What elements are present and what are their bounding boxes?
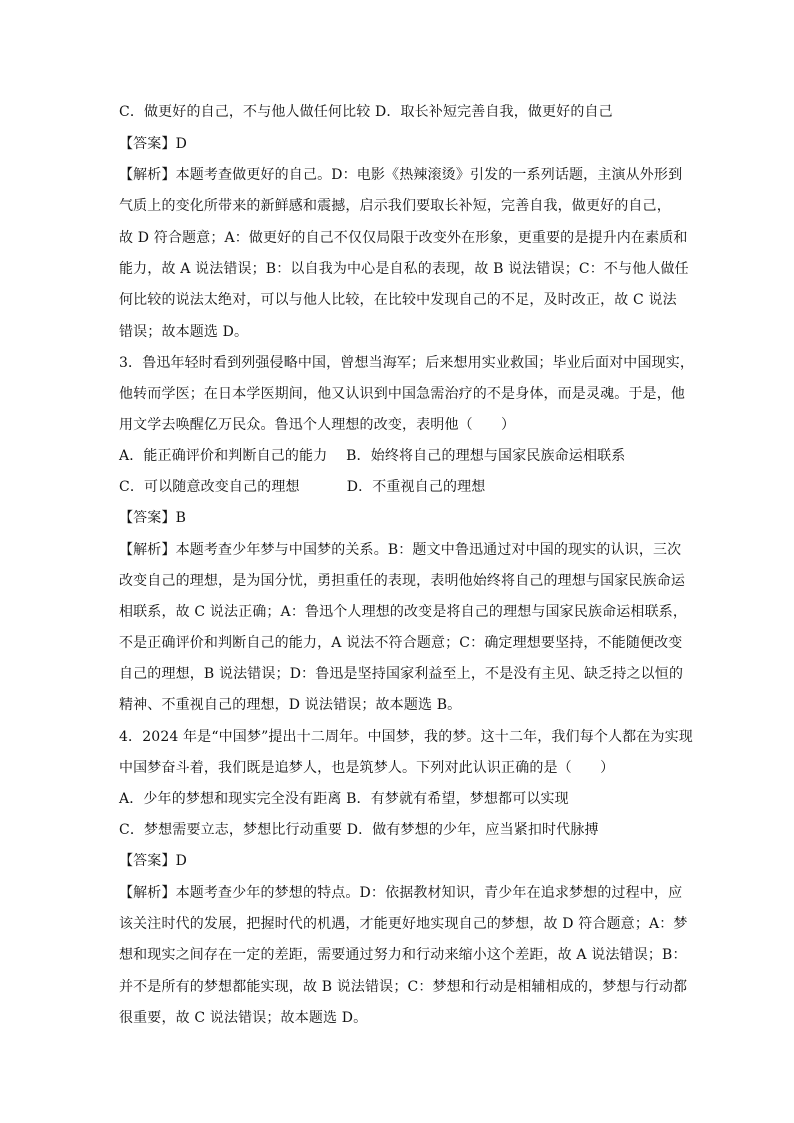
analysis-q4-line-3: 想和现实之间存在一定的差距，需要通过努力和行动来缩小这个差距，故 A 说法错误；B： bbox=[119, 947, 687, 963]
analysis-q3-line-2: 改变自己的理想，是为国分忧，勇担重任的表现，表明他始终将自己的理想与国家民族命运 bbox=[119, 573, 685, 589]
option-line-q4-ab: A．少年的梦想和现实完全没有距离 B．有梦就有希望，梦想都可以实现 bbox=[119, 791, 569, 807]
analysis-q3-line-6: 精神、不重视自己的理想，D 说法错误；故本题选 B。 bbox=[119, 697, 462, 713]
analysis-q2-line-4: 能力，故 A 说法错误；B：以自我为中心是自私的表现，故 B 说法错误；C：不与他人做任 bbox=[119, 261, 689, 277]
answer-q3: 【答案】B bbox=[119, 510, 187, 526]
answer-q4: 【答案】D bbox=[119, 853, 187, 869]
analysis-q2-line-1: 【解析】本题考查做更好的自己。D：电影《热辣滚烫》引发的一系列话题，主演从外形到 bbox=[119, 167, 683, 183]
analysis-q4-line-4: 并不是所有的梦想都能实现，故 B 说法错误；C：梦想和行动是相辅相成的，梦想与行动都 bbox=[119, 979, 688, 995]
analysis-q2-line-5: 何比较的说法太绝对，可以与他人比较，在比较中发现自己的不足，及时改正，故 C 说法 bbox=[119, 292, 677, 308]
option-line-q3-ab: A．能正确评价和判断自己的能力 B．始终将自己的理想与国家民族命运相联系 bbox=[119, 448, 626, 464]
analysis-q4-line-2: 该关注时代的发展，把握时代的机遇，才能更好地实现自己的梦想，故 D 符合题意；A：梦 bbox=[119, 916, 688, 932]
option-line-q4-cd: C．梦想需要立志，梦想比行动重要 D．做有梦想的少年，应当紧扣时代脉搏 bbox=[119, 822, 599, 838]
option-line-q2-cd: C．做更好的自己，不与他人做任何比较 D．取长补短完善自我，做更好的自己 bbox=[119, 104, 613, 120]
analysis-q3-line-4: 不是正确评价和判断自己的能力，A 说法不符合题意；C：确定理想要坚持，不能随便改变 bbox=[119, 635, 683, 651]
analysis-q2-line-3: 故 D 符合题意；A：做更好的自己不仅仅局限于改变外在形象，更重要的是提升内在素质和 bbox=[119, 230, 688, 246]
question-3-line-2: 他转而学医；在日本学医期间，他又认识到中国急需治疗的不是身体，而是灵魂。于是，他 bbox=[119, 386, 685, 402]
analysis-q3-line-5: 自己的理想，B 说法错误；D：鲁迅是坚持国家利益至上，不是没有主见、缺乏持之以恒的 bbox=[119, 666, 684, 682]
answer-q2: 【答案】D bbox=[119, 136, 187, 152]
analysis-q4-line-1: 【解析】本题考查少年的梦想的特点。D：依据教材知识，青少年在追求梦想的过程中，应 bbox=[119, 885, 683, 901]
option-line-q3-cd: C．可以随意改变自己的理想 D．不重视自己的理想 bbox=[119, 479, 486, 495]
question-4-line-1: 4．2024 年是“中国梦”提出十二周年。中国梦，我的梦。这十二年，我们每个人都在为实现 bbox=[119, 729, 693, 745]
question-3-line-3: 用文学去唤醒亿万民众。鲁迅个人理想的改变，表明他（ ） bbox=[119, 417, 516, 433]
analysis-q2-line-6: 错误；故本题选 D。 bbox=[119, 324, 249, 340]
analysis-q2-line-2: 气质上的变化所带来的新鲜感和震撼，启示我们要取长补短，完善自我，做更好的自己， bbox=[119, 198, 671, 214]
question-4-line-2: 中国梦奋斗着，我们既是追梦人，也是筑梦人。下列对此认识正确的是（ ） bbox=[119, 760, 615, 776]
analysis-q3-line-3: 相联系，故 C 说法正确；A：鲁迅个人理想的改变是将自己的理想与国家民族命运相联系， bbox=[119, 604, 688, 620]
analysis-q4-line-5: 很重要，故 C 说法错误；故本题选 D。 bbox=[119, 1010, 368, 1026]
analysis-q3-line-1: 【解析】本题考查少年梦与中国梦的关系。B：题文中鲁迅通过对中国的现实的认识，三次 bbox=[119, 542, 682, 558]
question-3-line-1: 3．鲁迅年轻时看到列强侵略中国，曾想当海军；后来想用实业救国；毕业后面对中国现实， bbox=[119, 355, 695, 371]
